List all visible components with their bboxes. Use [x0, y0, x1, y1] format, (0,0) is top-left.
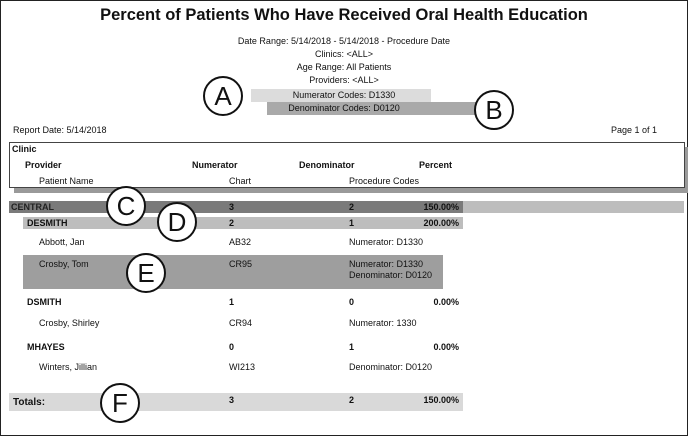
patient-name: Crosby, Tom — [39, 259, 89, 269]
clinic-row-band-tail — [463, 201, 684, 213]
patient-name: Winters, Jillian — [39, 362, 98, 372]
callout-b-marker: B — [474, 90, 514, 130]
provider-percent: 0.00% — [433, 342, 459, 352]
patient-chart: AB32 — [229, 237, 252, 247]
provider-row-band — [23, 217, 463, 229]
provider-numerator: 1 — [229, 297, 235, 307]
age-range-filter: Age Range: All Patients — [296, 62, 392, 72]
patient-codes: Numerator: 1330 — [349, 318, 417, 328]
patient-chart: CR95 — [229, 259, 253, 269]
column-denominator: Denominator — [299, 160, 355, 170]
date-range: Date Range: 5/14/2018 - 5/14/2018 - Procedure Date — [237, 36, 451, 46]
provider-name: DSMITH — [27, 297, 62, 307]
column-numerator: Numerator — [192, 160, 238, 170]
denominator-codes: Denominator Codes: D0120 — [288, 103, 400, 113]
patient-chart: WI213 — [229, 362, 256, 372]
patient-name: Abbott, Jan — [39, 237, 85, 247]
report-date: Report Date: 5/14/2018 — [13, 125, 107, 135]
column-percent: Percent — [419, 160, 453, 170]
column-procedure-codes: Procedure Codes — [349, 176, 420, 186]
patient-chart: CR94 — [229, 318, 253, 328]
page-number: Page 1 of 1 — [611, 125, 658, 135]
totals-percent: 150.00% — [423, 395, 459, 405]
provider-denominator: 1 — [349, 342, 355, 352]
patient-codes-denominator: Denominator: D0120 — [349, 270, 433, 280]
patient-name: Crosby, Shirley — [39, 318, 100, 328]
clinic-name: CENTRAL — [11, 202, 54, 212]
clinics-filter: Clinics: <ALL> — [314, 49, 374, 59]
column-chart: Chart — [229, 176, 252, 186]
clinic-denominator: 2 — [349, 202, 355, 212]
column-provider: Provider — [25, 160, 62, 170]
callout-f-marker: F — [100, 383, 140, 423]
numerator-codes: Numerator Codes: D1330 — [292, 90, 396, 100]
clinic-percent: 150.00% — [423, 202, 459, 212]
patient-codes: Numerator: D1330 — [349, 237, 424, 247]
callout-d-marker: D — [157, 202, 197, 242]
totals-label: Totals: — [13, 397, 46, 408]
provider-name: MHAYES — [27, 342, 65, 352]
provider-percent: 0.00% — [433, 297, 459, 307]
callout-c-marker: C — [106, 186, 146, 226]
patient-codes-numerator: Numerator: D1330 — [349, 259, 424, 269]
provider-denominator: 1 — [349, 218, 355, 228]
callout-e-marker: E — [126, 253, 166, 293]
totals-denominator: 2 — [349, 395, 355, 405]
patient-codes: Denominator: D0120 — [349, 362, 433, 372]
clinic-row-band — [9, 201, 463, 213]
provider-numerator: 0 — [229, 342, 235, 352]
totals-band — [9, 393, 463, 411]
provider-denominator: 0 — [349, 297, 355, 307]
callout-a-marker: A — [203, 76, 243, 116]
column-patient-name: Patient Name — [39, 176, 94, 186]
provider-numerator: 2 — [229, 218, 235, 228]
column-clinic: Clinic — [12, 144, 37, 154]
providers-filter: Providers: <ALL> — [309, 75, 379, 85]
totals-numerator: 3 — [229, 395, 235, 405]
provider-percent: 200.00% — [423, 218, 459, 228]
provider-name: DESMITH — [27, 218, 68, 228]
clinic-numerator: 3 — [229, 202, 235, 212]
report-title: Percent of Patients Who Have Received Oral Health Education — [100, 6, 588, 24]
